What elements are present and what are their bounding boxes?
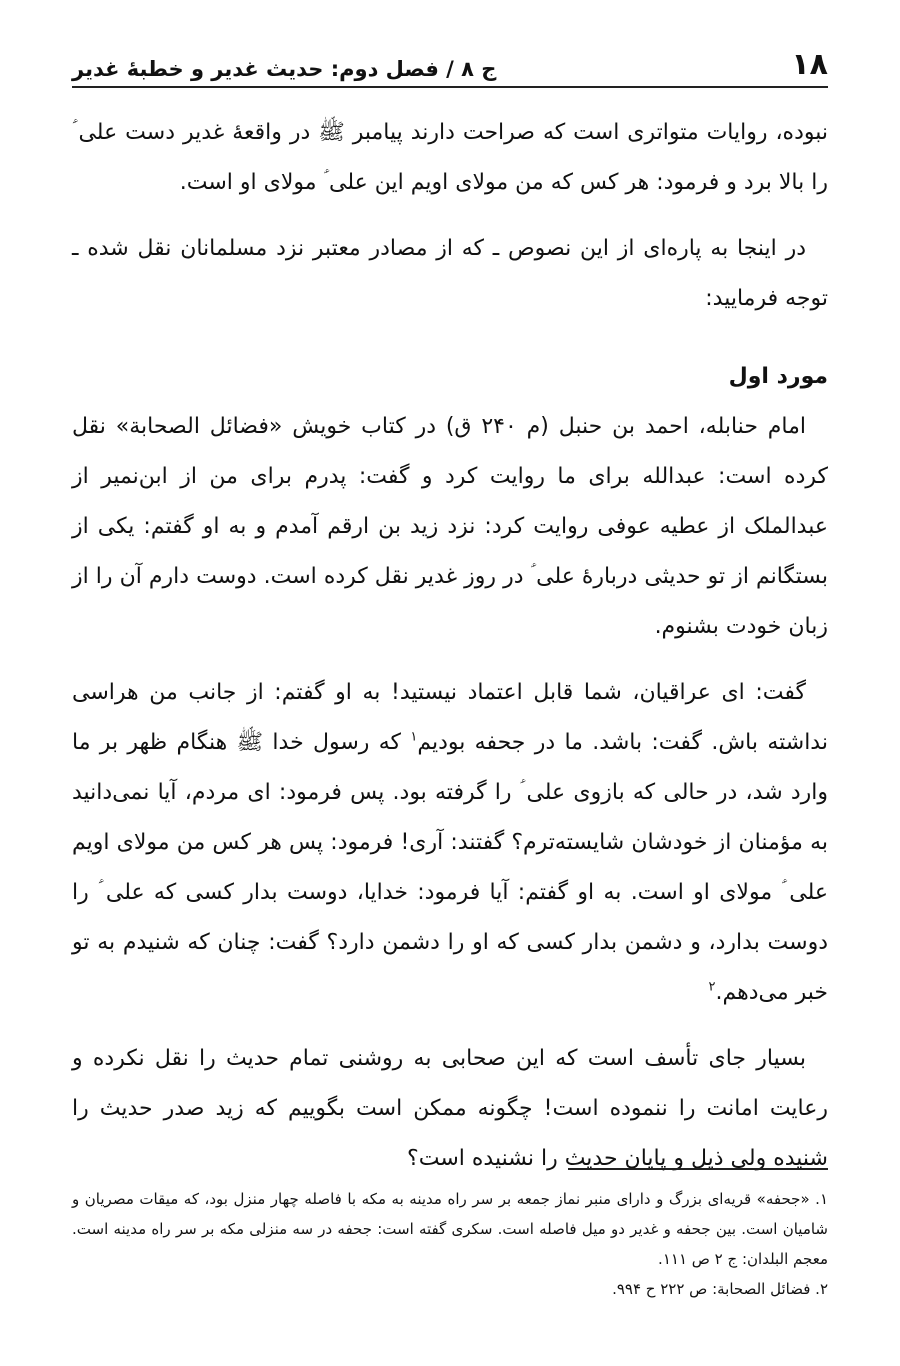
paragraph-5: بسیار جای تأسف است که این صحابی به روشنی تمام حدیث را نقل نکرده و رعایت امانت را ننموده است! چگونه ممکن است بگوییم که زید صدر حدیث را شنیده ولی ذیل و پایان حدیث را نشنیده است؟	[72, 1046, 828, 1171]
paragraph-4-part-a: گفت: ای عراقیان، شما قابل اعتماد نیستید! به او گفتم: از جانب من هراسی نداشته باش. گفت: باشد. ما در جحفه بودیم	[72, 680, 828, 755]
paragraph-1: نبوده، روایات متواتری است که صراحت دارند پیامبر ﷺ در واقعۀ غدیر دست علی ؑ را بالا برد و فرمود: هر کس که من مولای اویم این علی ؑ مولای او است.	[72, 120, 828, 195]
footnotes	[72, 1184, 828, 1304]
book-page	[72, 0, 828, 1366]
footnote-1: ۱. «جحفه» قریه‌ای بزرگ و دارای منبر نماز جمعه بر سر راه مدینه به مکه با فاصله چهار منزل بود، که میقات مصریان و شامیان است. بین جحفه و غدیر دو میل فاصله است. سکری گفته است: جحفه در سه منزلی مکه بر سر راه مدینه است. معجم البلدان: ج ۲ ص ۱۱۱.	[72, 1190, 828, 1268]
paragraph-3: امام حنابله، احمد بن حنبل (م ۲۴۰ ق) در کتاب خویش «فضائل الصحابة» نقل کرده است: عبدالله برای ما روایت کرد و گفت: پدرم برای من از ابن‌نمیر از عبدالملک از عطیه عوفی روایت کرد: نزد زید بن ارقم آمدم و به او گفتم: یکی از بستگانم از تو حدیثی دربارۀ علی ؑ در روز غدیر نقل کرده است. دوست دارم آن را از زبان خودت بشنوم.	[72, 414, 828, 639]
paragraph-4-part-b: که رسول خدا ﷺ هنگام ظهر بر ما وارد شد، در حالی که بازوی علی ؑ را گرفته بود. پس فرمود: ای مردم، آیا نمی‌دانید به مؤمنان از خودشان شایسته‌ترم؟ گفتند: آری! فرمود: پس هر کس من مولای اویم علی ؑ مولای او است. به او گفتم: آیا فرمود: خدایا، دوست بدار کسی که علی ؑ را دوست بدارد، و دشمن بدار کسی که او را دشمن دارد؟ گفت: چنان که شنیدم به تو خبر می‌دهم.	[72, 730, 828, 1005]
section-heading: مورد اول	[728, 364, 828, 389]
body-text	[72, 108, 828, 1200]
paragraph-2: در اینجا به پاره‌ای از این نصوص ـ که از مصادر معتبر نزد مسلمانان نقل شده ـ توجه فرمایید:	[72, 236, 828, 311]
footnote-ref-2[interactable]: ۲	[708, 979, 716, 995]
paragraph-4	[72, 668, 828, 1018]
footnote-divider	[568, 1168, 828, 1170]
page-header	[72, 36, 828, 88]
footnote-2: ۲. فضائل الصحابة: ص ۲۲۲ ح ۹۹۴.	[612, 1280, 828, 1298]
running-title: ج ۸ / فصل دوم: حدیث غدیر و خطبۀ غدیر	[72, 57, 497, 81]
page-number: ۱۸	[791, 47, 828, 82]
footnote-ref-1[interactable]: ۱	[410, 729, 418, 745]
